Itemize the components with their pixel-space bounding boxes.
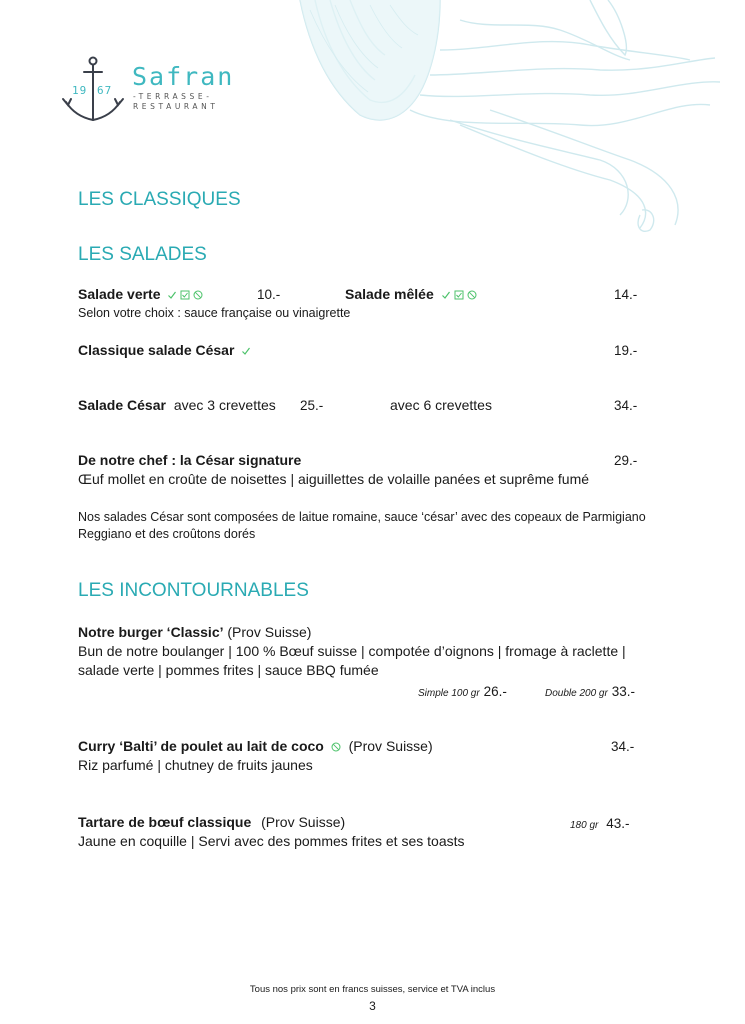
cesar-signature-description: Œuf mollet en croûte de noisettes | aiguillettes de volaille panées et suprême fumé <box>78 471 590 487</box>
logo-year-left: 19 <box>72 84 88 97</box>
item-origin: (Prov Suisse) <box>261 814 346 830</box>
gluten-free-icon <box>331 742 341 752</box>
footer-price-note: Tous nos prix sont en francs suisses, service et TVA inclus <box>249 984 496 995</box>
price-curry: 34.- <box>611 739 635 754</box>
price-salade-verte: 10.- <box>257 287 281 302</box>
vegan-box-icon <box>454 290 464 300</box>
tartare-price-group <box>570 815 630 831</box>
cesar-note-line2: Reggiano et des croûtons dorés <box>78 527 256 541</box>
menu-item-burger <box>78 624 311 640</box>
burger-double-option <box>545 683 635 699</box>
gluten-free-icon <box>193 290 203 300</box>
section-heading-incontournables: LES INCONTOURNABLES <box>78 580 309 601</box>
brand-subtitle-terrasse: -TERRASSE- <box>133 92 213 101</box>
tartare-description: Jaune en coquille | Servi avec des pommes frites et ses toasts <box>78 833 465 849</box>
price-cesar-6-crevettes: 34.- <box>614 398 638 413</box>
cesar-note-line1: Nos salades César sont composées de laitue romaine, sauce ‘césar’ avec des copeaux de Parmigiano <box>78 510 646 524</box>
burger-description-line2: salade verte | pommes frites | sauce BBQ fumée <box>78 662 379 678</box>
menu-item-salade-melee <box>345 286 477 302</box>
menu-item-tartare <box>78 814 345 830</box>
item-name: Salade mêlée <box>345 286 434 302</box>
item-origin: (Prov Suisse) <box>227 624 312 640</box>
double-price: 33.- <box>611 684 635 699</box>
item-name: Curry ‘Balti’ de poulet au lait de coco <box>78 738 324 754</box>
curry-description: Riz parfumé | chutney de fruits jaunes <box>78 757 313 773</box>
price-salade-melee: 14.- <box>614 287 638 302</box>
brand-subtitle-restaurant: RESTAURANT <box>133 102 219 111</box>
section-heading-salades: LES SALADES <box>78 244 207 265</box>
vegetarian-check-icon <box>167 290 177 300</box>
menu-item-cesar-signature: De notre chef : la César signature <box>78 452 302 468</box>
menu-item-salade-cesar <box>78 397 276 413</box>
gluten-free-icon <box>467 290 477 300</box>
menu-item-classique-cesar <box>78 342 251 358</box>
page-number: 3 <box>369 999 376 1013</box>
item-name: Classique salade César <box>78 342 235 358</box>
price-classique-cesar: 19.- <box>614 343 638 358</box>
logo-year-right: 67 <box>97 84 113 97</box>
vegetarian-check-icon <box>241 346 251 356</box>
item-name: Salade César <box>78 397 166 413</box>
price-cesar-3-crevettes: 25.- <box>300 398 324 413</box>
double-label: Double 200 gr <box>545 688 608 699</box>
brand-name: Safran <box>132 62 235 91</box>
salade-verte-description: Selon votre choix : sauce française ou vinaigrette <box>78 306 351 320</box>
burger-simple-option <box>418 683 507 699</box>
vegetarian-check-icon <box>441 290 451 300</box>
option-3-crevettes: avec 3 crevettes <box>173 397 276 413</box>
item-name: Tartare de bœuf classique <box>78 814 252 830</box>
menu-item-salade-verte <box>78 286 203 302</box>
price-cesar-signature: 29.- <box>614 453 638 468</box>
option-6-crevettes: avec 6 crevettes <box>390 397 492 413</box>
simple-label: Simple 100 gr <box>418 688 480 699</box>
menu-item-curry <box>78 738 433 754</box>
jellyfish-illustration <box>290 0 730 240</box>
tartare-weight: 180 gr <box>570 820 599 831</box>
item-name: Notre burger ‘Classic’ <box>78 624 224 640</box>
price-tartare: 43.- <box>606 816 630 831</box>
section-heading-classiques: LES CLASSIQUES <box>78 189 241 210</box>
item-origin: (Prov Suisse) <box>348 738 433 754</box>
vegan-box-icon <box>180 290 190 300</box>
item-name: Salade verte <box>78 286 161 302</box>
burger-description-line1: Bun de notre boulanger | 100 % Bœuf suisse | compotée d’oignons | fromage à raclette | <box>78 643 626 659</box>
simple-price: 26.- <box>483 684 507 699</box>
